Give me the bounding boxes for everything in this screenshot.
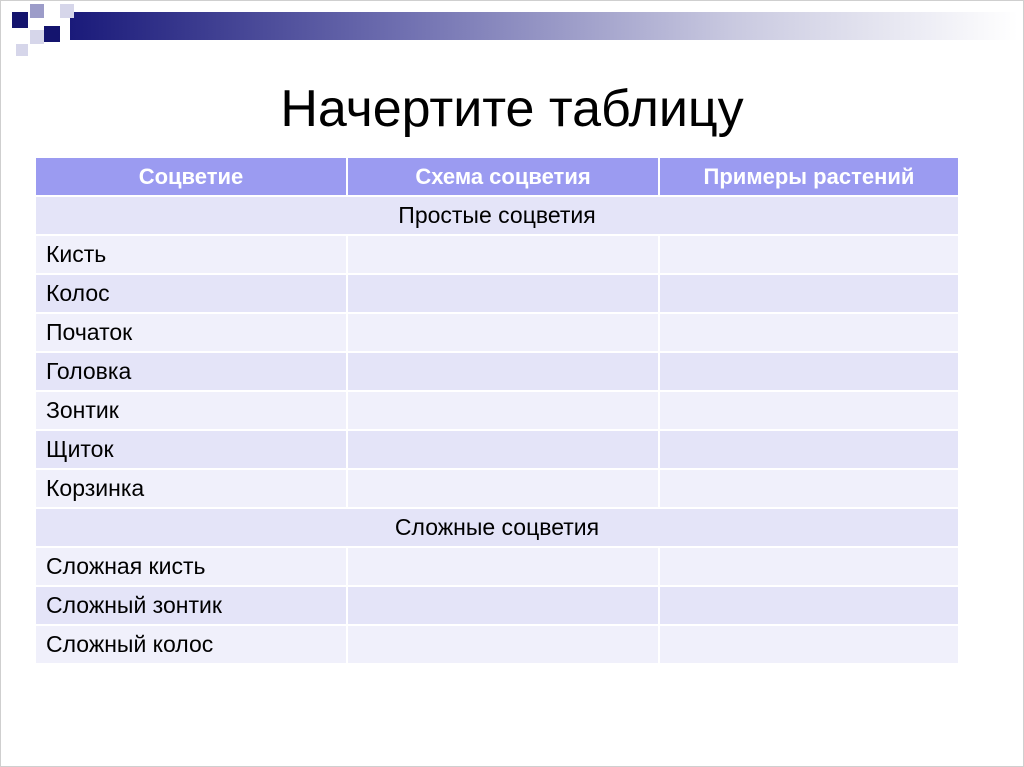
cell-scheme-empty [348, 626, 658, 663]
section-label: Простые соцветия [36, 197, 958, 234]
section-label: Сложные соцветия [36, 509, 958, 546]
table-body [36, 197, 958, 663]
slide-title: Начертите таблицу [280, 80, 744, 138]
cell-inflorescence-name: Головка [36, 353, 346, 390]
cell-inflorescence-name: Колос [36, 275, 346, 312]
cell-inflorescence-name: Корзинка [36, 470, 346, 507]
section-row [36, 197, 958, 234]
cell-scheme-empty [348, 314, 658, 351]
cell-scheme-empty [348, 236, 658, 273]
table-row [36, 275, 958, 312]
cell-examples-empty [660, 470, 958, 507]
cell-scheme-empty [348, 275, 658, 312]
cell-examples-empty [660, 626, 958, 663]
cell-examples-empty [660, 236, 958, 273]
cell-inflorescence-name: Сложный колос [36, 626, 346, 663]
table-row [36, 392, 958, 429]
header-scheme: Схема соцветия [348, 158, 658, 195]
cell-scheme-empty [348, 392, 658, 429]
decorative-square [16, 44, 28, 56]
cell-scheme-empty [348, 548, 658, 585]
cell-inflorescence-name: Зонтик [36, 392, 346, 429]
decorative-square [12, 12, 28, 28]
table-row [36, 548, 958, 585]
cell-examples-empty [660, 392, 958, 429]
table-row [36, 314, 958, 351]
cell-examples-empty [660, 314, 958, 351]
cell-examples-empty [660, 275, 958, 312]
cell-inflorescence-name: Кисть [36, 236, 346, 273]
cell-scheme-empty [348, 470, 658, 507]
decorative-square [44, 26, 60, 42]
table-row [36, 587, 958, 624]
table-row [36, 470, 958, 507]
table-row [36, 236, 958, 273]
table-header-row [36, 158, 958, 195]
cell-scheme-empty [348, 431, 658, 468]
cell-inflorescence-name: Сложная кисть [36, 548, 346, 585]
table-row [36, 626, 958, 663]
cell-examples-empty [660, 587, 958, 624]
cell-inflorescence-name: Щиток [36, 431, 346, 468]
cell-inflorescence-name: Сложный зонтик [36, 587, 346, 624]
header-inflorescence: Соцветие [36, 158, 346, 195]
table-row [36, 353, 958, 390]
cell-scheme-empty [348, 587, 658, 624]
section-row [36, 509, 958, 546]
header-plant-examples: Примеры растений [660, 158, 958, 195]
table-row [36, 431, 958, 468]
decorative-square [30, 30, 44, 44]
cell-scheme-empty [348, 353, 658, 390]
cell-examples-empty [660, 353, 958, 390]
decorative-gradient-bar [70, 12, 1018, 40]
cell-examples-empty [660, 548, 958, 585]
decorative-square [60, 4, 74, 18]
decorative-square [30, 4, 44, 18]
inflorescence-table [34, 156, 960, 665]
cell-examples-empty [660, 431, 958, 468]
cell-inflorescence-name: Початок [36, 314, 346, 351]
